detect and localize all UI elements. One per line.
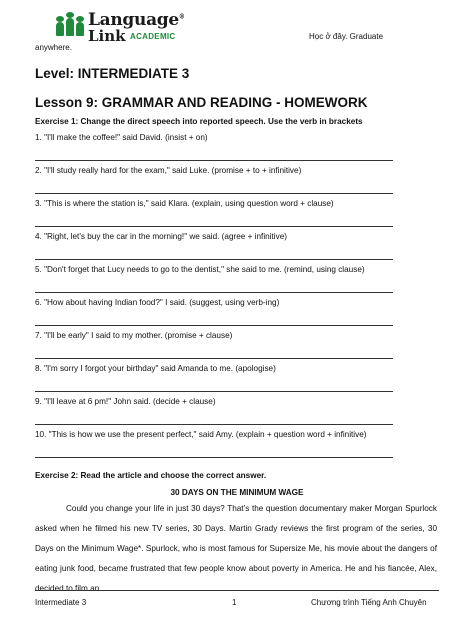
level-heading: Level: INTERMEDIATE 3	[35, 66, 190, 81]
exercise2-title: Exercise 2: Read the article and choose the correct answer.	[35, 471, 267, 480]
question-item	[35, 430, 445, 439]
question-item	[35, 199, 445, 208]
answer-line[interactable]	[35, 292, 393, 293]
question-text: 9. "I'll leave at 6 pm!" John said. (decide + clause)	[35, 397, 216, 406]
exercise1-title: Exercise 1: Change the direct speech into reported speech. Use the verb in brackets	[35, 117, 363, 126]
question-item	[35, 331, 445, 340]
footer-course: Intermediate 3	[35, 598, 87, 607]
header-slogan-right: Học ở đây. Graduate	[309, 32, 384, 41]
question-item	[35, 133, 445, 142]
answer-line[interactable]	[35, 226, 393, 227]
question-item	[35, 265, 445, 274]
question-text: 1. "I'll make the coffee!" said David. (insist + on)	[35, 133, 208, 142]
footer-program: Chương trình Tiếng Anh Chuyên	[311, 598, 427, 607]
question-text: 7. "I'll be early" I said to my mother. (promise + clause)	[35, 331, 233, 340]
answer-line[interactable]	[35, 358, 393, 359]
question-text: 10. "This is how we use the present perfect," said Amy. (explain + question word + infinitive)	[35, 430, 367, 439]
answer-line[interactable]	[35, 424, 393, 425]
answer-line[interactable]	[35, 259, 393, 260]
question-text: 6. "How about having Indian food?" I said. (suggest, using verb-ing)	[35, 298, 280, 307]
question-text: 5. "Don't forget that Lucy needs to go to the dentist," she said to me. (remind, using clause)	[35, 265, 365, 274]
question-text: 4. "Right, let's buy the car in the morning!" we said. (agree + infinitive)	[35, 232, 287, 241]
question-item	[35, 364, 445, 373]
question-item	[35, 166, 445, 175]
footer-page-number: 1	[232, 598, 237, 607]
logo-word-academic: ACADEMIC	[130, 32, 176, 41]
logo-word-link: Link	[88, 27, 126, 45]
answer-line[interactable]	[35, 457, 393, 458]
answer-line[interactable]	[35, 193, 393, 194]
question-item	[35, 397, 445, 406]
article-body: Could you change your life in just 30 days? That’s the question documentary maker Morgan Spurlock asked when he filmed his new TV series, 30 Days. Martin Grady reviews the first program of the series, 30 Days on the Minimum Wage*. Spurlock, who is most famous for Supersize Me, his movie about the dangers of eating junk food, became frustrated that few people know about poverty in America. He and his fiancée, Alex, decided to film an	[35, 504, 437, 593]
footer-divider	[35, 590, 439, 591]
question-item	[35, 298, 445, 307]
answer-line[interactable]	[35, 325, 393, 326]
question-text: 2. "I'll study really hard for the exam," said Luke. (promise + to + infinitive)	[35, 166, 302, 175]
header-slogan-left: anywhere.	[35, 43, 72, 52]
question-text: 3. "This is where the station is," said Klara. (explain, using question word + clause)	[35, 199, 334, 208]
article-title: 30 DAYS ON THE MINIMUM WAGE	[170, 488, 304, 497]
question-item	[35, 232, 445, 241]
logo-word-language: Language®	[88, 10, 185, 30]
language-link-logo	[56, 10, 196, 45]
lesson-heading: Lesson 9: GRAMMAR AND READING - HOMEWORK	[35, 95, 368, 110]
people-figures-icon	[56, 12, 86, 36]
question-text: 8. "I'm sorry I forgot your birthday" said Amanda to me. (apologise)	[35, 364, 276, 373]
answer-line[interactable]	[35, 160, 393, 161]
answer-line[interactable]	[35, 391, 393, 392]
